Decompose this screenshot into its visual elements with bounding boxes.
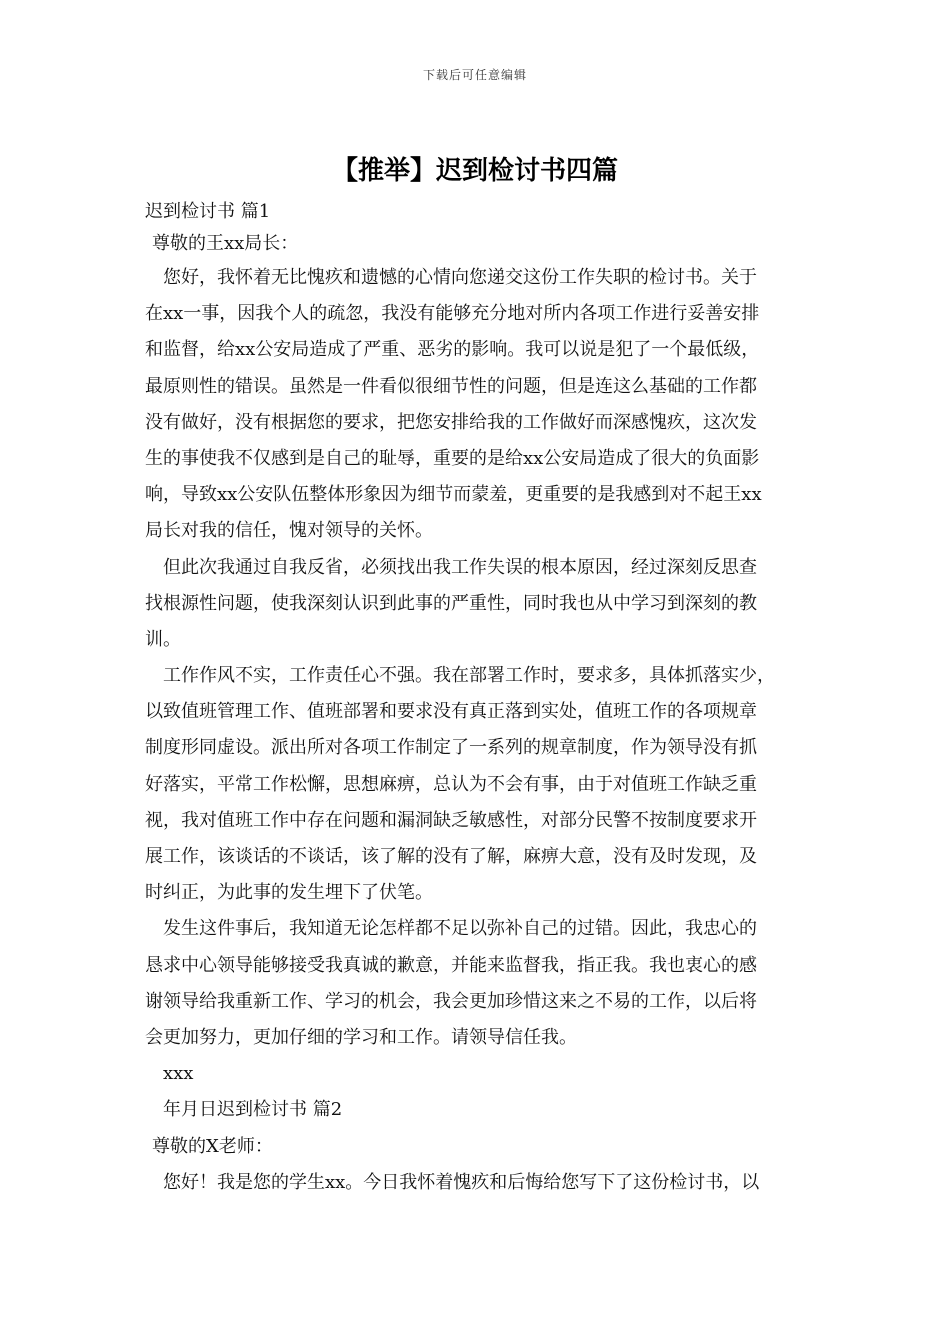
paragraph-line: 局长对我的信任，愧对领导的关怀。 — [145, 520, 433, 542]
paragraph-line: 和监督，给xx公安局造成了严重、恶劣的影响。我可以说是犯了一个最低级， — [145, 339, 760, 361]
paragraph-line: 发生这件事后，我知道无论怎样都不足以弥补自己的过错。因此，我忠心的 — [163, 918, 757, 940]
paragraph-line: 没有做好，没有根据您的要求，把您安排给我的工作做好而深感愧疚，这次发 — [145, 411, 757, 433]
salutation-block — [145, 1129, 810, 1165]
paragraph-line: 您好！我是您的学生xx。今日我怀着愧疚和后悔给您写下了这份检讨书，以 — [163, 1171, 760, 1193]
paragraph-line: 最原则性的错误。虽然是一件看似很细节性的问题，但是连这么基础的工作都 — [145, 375, 757, 397]
paragraph-line: 响，导致xx公安队伍整体形象因为细节而蒙羞，更重要的是我感到对不起王xx — [145, 484, 762, 506]
paragraph-line: 但此次我通过自我反省，必须找出我工作失误的根本原因，经过深刻反思查 — [163, 556, 757, 578]
paragraph-line: 以致值班管理工作、值班部署和要求没有真正落到实处，值班工作的各项规章 — [145, 701, 757, 723]
signature-text: xxx — [163, 1063, 194, 1085]
section-heading: 年月日迟到检讨书 篇2 — [163, 1099, 343, 1121]
paragraph — [145, 1165, 810, 1201]
paragraph-line: 谢领导给我重新工作、学习的机会，我会更加珍惜这来之不易的工作，以后将 — [145, 990, 757, 1012]
paragraph-continuation — [145, 694, 810, 911]
paragraph-line: 时纠正，为此事的发生埋下了伏笔。 — [145, 882, 433, 904]
paragraph-line: 工作作风不实，工作责任心不强。我在部署工作时，要求多，具体抓落实少， — [163, 665, 775, 687]
paragraph — [145, 550, 810, 586]
document-body — [145, 196, 810, 1201]
paragraph — [145, 260, 810, 296]
header-note: 下载后可任意编辑 — [422, 68, 527, 82]
section-heading-block — [145, 1092, 810, 1128]
paragraph-line: 您好，我怀着无比愧疚和遗憾的心情向您递交这份工作失职的检讨书。关于 — [163, 267, 757, 288]
paragraph-line: 视，我对值班工作中存在问题和漏洞缺乏敏感性，对部分民警不按制度要求开 — [145, 809, 757, 831]
paragraph-continuation — [145, 948, 810, 1057]
paragraph — [145, 911, 810, 947]
paragraph-line: 在xx一事，因我个人的疏忽，我没有能够充分地对所内各项工作进行妥善安排 — [145, 303, 760, 325]
paragraph-line: 训。 — [145, 628, 181, 650]
salutation: 尊敬的王xx局长： — [152, 233, 299, 254]
paragraph-continuation — [145, 296, 810, 549]
paragraph-continuation — [145, 586, 810, 658]
paragraph-line: 生的事使我不仅感到是自己的耻辱，重要的是给xx公安局造成了很大的负面影 — [145, 447, 760, 469]
paragraph-line: 制度形同虚设。派出所对各项工作制定了一系列的规章制度，作为领导没有抓 — [145, 737, 757, 759]
salutation: 尊敬的X老师： — [152, 1135, 273, 1157]
paragraph-line: 恳求中心领导能够接受我真诚的歉意，并能来监督我，指正我。我也衷心的感 — [145, 954, 757, 976]
paragraph-line: 展工作，该谈话的不谈话，该了解的没有了解，麻痹大意，没有及时发现，及 — [145, 846, 757, 867]
document-title: 【推举】迟到检讨书四篇 — [331, 156, 618, 186]
signature — [145, 1056, 810, 1092]
paragraph — [145, 658, 810, 694]
paragraph-line: 会更加努力，更加仔细的学习和工作。请领导信任我。 — [145, 1026, 577, 1048]
paragraph-line: 好落实，平常工作松懈，思想麻痹，总认为不会有事，由于对值班工作缺乏重 — [145, 773, 757, 795]
paragraph-line: 找根源性问题，使我深刻认识到此事的严重性，同时我也从中学习到深刻的教 — [145, 592, 757, 614]
section-heading: 迟到检讨书 篇1 — [145, 201, 271, 222]
